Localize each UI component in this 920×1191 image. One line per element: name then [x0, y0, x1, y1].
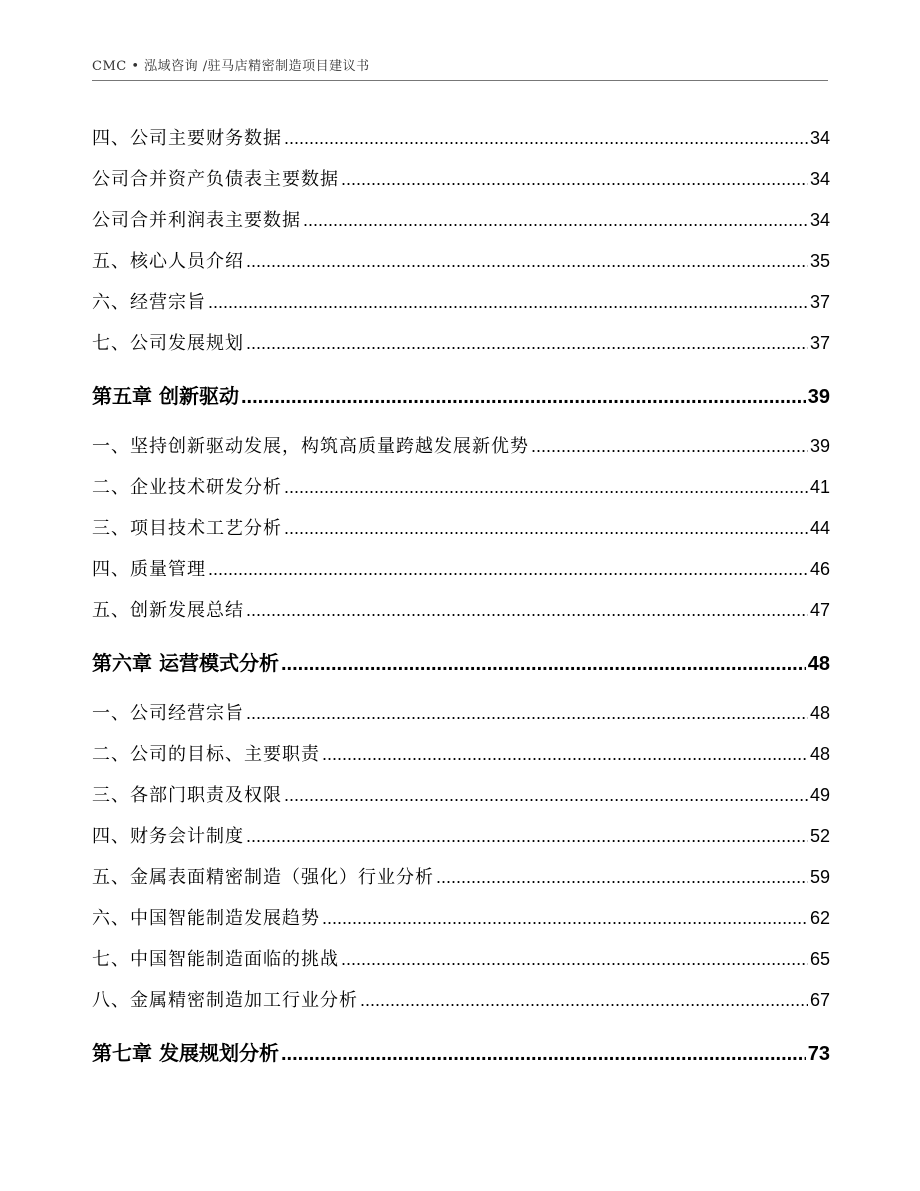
toc-leader-dots [281, 653, 806, 676]
toc-entry-page: 47 [809, 600, 830, 620]
toc-entry[interactable] [92, 699, 830, 725]
toc-entry-number: 六、 [92, 292, 130, 313]
toc-leader-dots [341, 949, 808, 970]
toc-entry-page: 59 [809, 867, 830, 887]
toc-entry-number: 四、 [92, 128, 130, 149]
toc-entry-number: 七、 [92, 949, 130, 970]
toc-leader-dots [246, 826, 808, 847]
toc-entry-title: 坚持创新驱动发展，构筑高质量跨越发展新优势 [130, 436, 529, 457]
toc-leader-dots [208, 292, 808, 313]
toc-entry-number: 六、 [92, 908, 130, 929]
toc-leader-dots [246, 600, 808, 621]
toc-entry[interactable] [92, 822, 830, 848]
toc-entry-number: 四、 [92, 559, 130, 580]
toc-entry-title: 公司发展规划 [130, 333, 244, 354]
toc-entry-page: 34 [809, 210, 830, 230]
toc-entry-number: 四、 [92, 826, 130, 847]
toc-entry-page: 34 [809, 169, 830, 189]
toc-entry[interactable] [92, 288, 830, 314]
toc-entry-title: 质量管理 [130, 559, 206, 580]
toc-entry[interactable] [92, 329, 830, 355]
toc-entry-page: 48 [809, 744, 830, 764]
toc-entry[interactable] [92, 514, 830, 540]
toc-leader-dots [322, 744, 808, 765]
toc-entry[interactable] [92, 555, 830, 581]
toc-leader-dots [281, 1043, 806, 1066]
toc-leader-dots [241, 386, 806, 409]
toc-entry[interactable] [92, 432, 830, 458]
toc-leader-dots [341, 169, 808, 190]
toc-leader-dots [436, 867, 808, 888]
toc-entry-page: 46 [809, 559, 830, 579]
toc-entry-number: 二、 [92, 477, 130, 498]
toc-entry-number: 八、 [92, 990, 130, 1011]
toc-entry-page: 44 [809, 518, 830, 538]
toc-entry-title: 各部门职责及权限 [130, 785, 282, 806]
toc-entry-title: 公司的目标、主要职责 [130, 744, 320, 765]
toc-leader-dots [284, 518, 808, 539]
toc-entry-title: 经营宗旨 [130, 292, 206, 313]
toc-chapter-page: 48 [807, 653, 830, 675]
toc-entry-title: 公司经营宗旨 [130, 703, 244, 724]
toc-entry-number: 二、 [92, 744, 130, 765]
toc-entry-page: 39 [809, 436, 830, 456]
toc-entry-page: 65 [809, 949, 830, 969]
toc-entry-number: 五、 [92, 251, 130, 272]
toc-entry-title: 公司主要财务数据 [130, 128, 282, 149]
toc-entry-number: 一、 [92, 703, 130, 724]
toc-leader-dots [284, 477, 808, 498]
toc-entry-page: 52 [809, 826, 830, 846]
toc-entry-page: 48 [809, 703, 830, 723]
toc-leader-dots [303, 210, 808, 231]
toc-entry[interactable] [92, 473, 830, 499]
toc-entry[interactable] [92, 124, 830, 150]
running-header: CMC • 泓域咨询 /驻马店精密制造项目建议书 [92, 59, 370, 74]
toc-entry-page: 37 [809, 292, 830, 312]
toc-entry-number: 五、 [92, 867, 130, 888]
toc-chapter-entry[interactable] [92, 380, 830, 409]
toc-chapter-title: 第六章 运营模式分析 [92, 651, 279, 675]
toc-chapter-entry[interactable] [92, 647, 830, 676]
toc-entry[interactable] [92, 863, 830, 889]
toc-entry-title: 中国智能制造发展趋势 [130, 908, 320, 929]
toc-entry[interactable] [92, 781, 830, 807]
toc-entry-page: 62 [809, 908, 830, 928]
toc-leader-dots [322, 908, 808, 929]
header-rule [92, 80, 828, 81]
toc-entry-page: 41 [809, 477, 830, 497]
toc-entry-number: 七、 [92, 333, 130, 354]
toc-entry-title: 核心人员介绍 [130, 251, 244, 272]
toc-entry-title: 创新发展总结 [130, 600, 244, 621]
toc-entry[interactable] [92, 945, 830, 971]
toc-entry[interactable] [92, 596, 830, 622]
toc-entry-page: 37 [809, 333, 830, 353]
toc-entry-title: 企业技术研发分析 [130, 477, 282, 498]
toc-chapter-page: 39 [807, 386, 830, 408]
toc-chapter-entry[interactable] [92, 1037, 830, 1066]
toc-entry-page: 35 [809, 251, 830, 271]
toc-entry-title: 金属表面精密制造（强化）行业分析 [130, 867, 434, 888]
toc-entry[interactable] [92, 904, 830, 930]
toc-chapter-page: 73 [807, 1043, 830, 1065]
toc-entry-page: 49 [809, 785, 830, 805]
toc-entry-number: 三、 [92, 785, 130, 806]
toc-entry-title: 中国智能制造面临的挑战 [130, 949, 339, 970]
toc-leader-dots [284, 128, 808, 149]
toc-entry[interactable] [92, 206, 830, 232]
toc-leader-dots [246, 333, 808, 354]
toc-entry-title: 公司合并利润表主要数据 [92, 210, 301, 231]
toc-leader-dots [208, 559, 808, 580]
toc-entry[interactable] [92, 740, 830, 766]
toc-entry-title: 财务会计制度 [130, 826, 244, 847]
toc-entry-title: 金属精密制造加工行业分析 [130, 990, 358, 1011]
toc-entry-title: 公司合并资产负债表主要数据 [92, 169, 339, 190]
toc-entry-page: 67 [809, 990, 830, 1010]
toc-entry-number: 一、 [92, 436, 130, 457]
toc-chapter-title: 第五章 创新驱动 [92, 384, 239, 408]
toc-entry[interactable] [92, 986, 830, 1012]
toc-chapter-title: 第七章 发展规划分析 [92, 1041, 279, 1065]
toc-entry-number: 三、 [92, 518, 130, 539]
toc-entry-page: 34 [809, 128, 830, 148]
toc-leader-dots [246, 703, 808, 724]
toc-leader-dots [360, 990, 808, 1011]
toc-entry[interactable] [92, 165, 830, 191]
toc-leader-dots [284, 785, 808, 806]
toc-leader-dots [531, 436, 808, 457]
toc-leader-dots [246, 251, 808, 272]
toc-entry[interactable] [92, 247, 830, 273]
toc-entry-title: 项目技术工艺分析 [130, 518, 282, 539]
toc-entry-number: 五、 [92, 600, 130, 621]
